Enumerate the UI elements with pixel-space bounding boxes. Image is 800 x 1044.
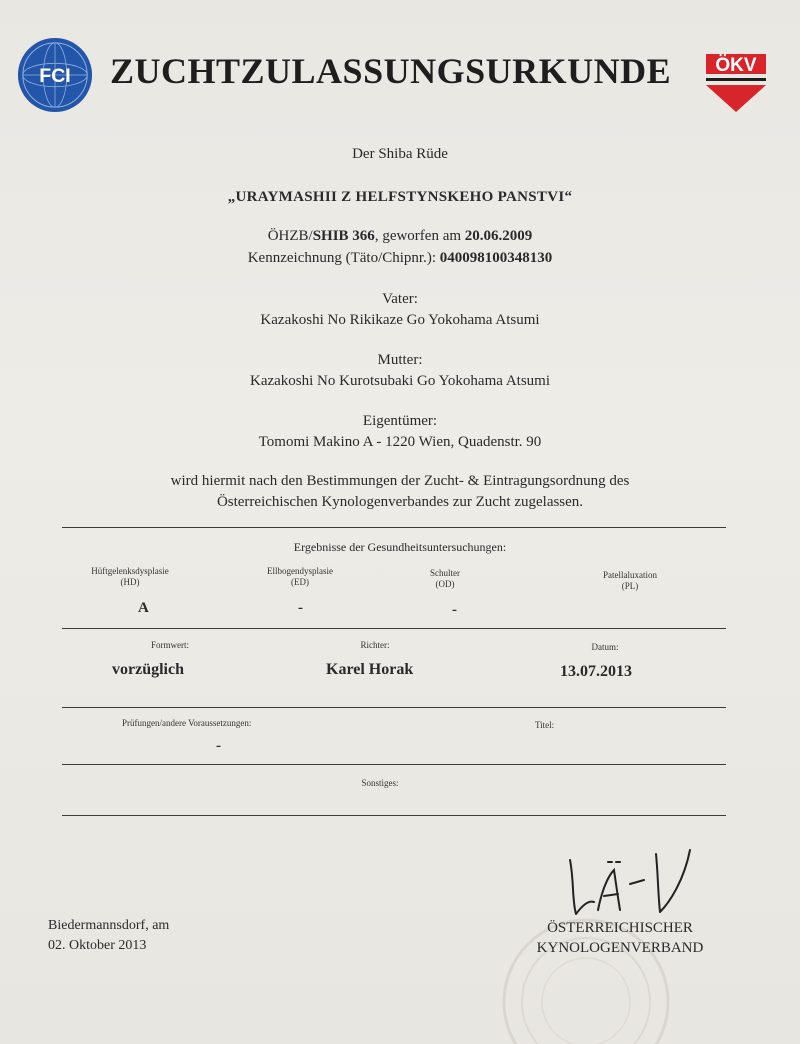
formwert-value: vorzüglich: [112, 661, 184, 678]
statement-line1: wird hiermit nach den Bestimmungen der Zucht- & Eintragungsordnung des: [170, 473, 630, 489]
chip-line: [60, 250, 740, 267]
od-label: [395, 568, 495, 590]
pl-label-text: Patellaluxation: [603, 570, 657, 580]
statement-line2: Österreichischen Kynologenverbandes zur Zucht zugelassen.: [216, 494, 584, 510]
od-label-text: Schulter: [430, 568, 460, 578]
pruefungen-label: Prüfungen/andere Voraussetzungen:: [122, 718, 252, 728]
ed-label: [240, 566, 360, 588]
reg-number: SHIB 366: [312, 228, 375, 244]
hd-label-text: Hüftgelenksdysplasie: [91, 566, 169, 576]
sonstiges-label: Sonstiges:: [361, 778, 399, 788]
divider: [62, 707, 726, 708]
footer-date: 02. Oktober 2013: [48, 938, 147, 953]
dog-intro: Der Shiba Rüde: [352, 146, 448, 162]
divider: [62, 628, 726, 629]
hd-label: [70, 566, 190, 588]
datum-label: Datum:: [591, 642, 619, 652]
okv-logo-text: ÖKV: [715, 55, 757, 76]
okv-logo: [703, 52, 769, 114]
ed-label-text: Ellbogendysplasie: [267, 566, 333, 576]
richter-label: Richter:: [360, 640, 390, 650]
owner-label: Eigentümer:: [362, 413, 438, 429]
divider: [62, 527, 726, 528]
pruefungen-value: -: [216, 738, 221, 754]
formwert-label: Formwert:: [151, 640, 189, 650]
mother-name: Kazakoshi No Kurotsubaki Go Yokohama Atsumi: [250, 373, 550, 389]
richter-value: Karel Horak: [326, 661, 414, 678]
fci-logo: [16, 36, 94, 114]
pl-abbr: (PL): [621, 581, 639, 591]
chip-label: Kennzeichnung (Täto/Chipnr.):: [247, 250, 440, 266]
fci-logo-text: FCI: [39, 64, 71, 87]
od-value: -: [452, 602, 457, 618]
reg-prefix: ÖHZB/: [267, 228, 313, 244]
pl-label: [570, 570, 690, 592]
document-title: ZUCHTZULASSUNGSURKUNDE: [110, 51, 672, 91]
father-label: Vater:: [382, 291, 418, 307]
titel-label: Titel:: [535, 720, 555, 730]
signature: [560, 840, 710, 920]
org-line2: KYNOLOGENVERBAND: [536, 940, 704, 956]
divider: [62, 815, 726, 816]
mother-label: Mutter:: [377, 352, 423, 368]
chip-number: 040098100348130: [439, 250, 553, 266]
hd-abbr: (HD): [120, 577, 140, 587]
footer-place: Biedermannsdorf, am: [48, 918, 170, 933]
dog-name: „URAYMASHII Z HELFSTYNSKEHO PANSTVI“: [227, 189, 573, 205]
od-abbr: (OD): [435, 579, 455, 589]
registration-line: [60, 228, 740, 245]
ed-value: -: [298, 600, 303, 616]
health-heading: Ergebnisse der Gesundheitsuntersuchungen:: [293, 540, 507, 554]
born-label: , geworfen am: [374, 228, 465, 244]
datum-value: 13.07.2013: [560, 663, 632, 680]
ed-abbr: (ED): [291, 577, 309, 587]
divider: [62, 764, 726, 765]
org-line1: ÖSTERREICHISCHER: [547, 920, 693, 936]
owner-name: Tomomi Makino A - 1220 Wien, Quadenstr. 90: [258, 434, 542, 450]
hd-value: A: [138, 600, 149, 616]
father-name: Kazakoshi No Rikikaze Go Yokohama Atsumi: [260, 312, 540, 328]
born-date: 20.06.2009: [464, 228, 533, 244]
